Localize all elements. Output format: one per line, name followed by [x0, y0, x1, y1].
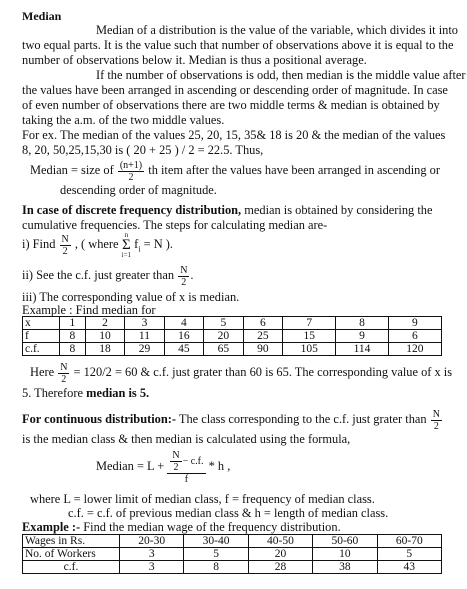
inner-fraction-n-over-2 [170, 450, 181, 473]
fraction-n-plus-1-over-2 [118, 160, 144, 183]
step1-f: f [134, 237, 139, 251]
formula-line2: descending order of magnitude. [60, 183, 217, 197]
table-cell: 15 [283, 330, 336, 343]
example-line: 8, 20, 50,25,15,30 is ( 20 + 25 ) / 2 = 22.5. Thus, [22, 143, 264, 157]
where-line-2: c.f. = c.f. of previous median class & h = length of median class. [68, 506, 389, 520]
table-cell: 65 [204, 343, 243, 356]
table-cell: 18 [85, 343, 124, 356]
table-cell: 28 [248, 561, 312, 574]
fraction-numerator: N [432, 408, 440, 420]
table-cell: 6 [243, 317, 282, 330]
continuous-intro-bold: For continuous distribution:- [22, 412, 176, 426]
example-line: For ex. The median of the values 25, 20, 15, 35& 18 is 20 & the median of the values [22, 128, 446, 142]
conclusion-bold: median is 5. [86, 386, 150, 400]
table-cell: No. of Workers [23, 548, 120, 561]
fraction-numerator: N [60, 361, 68, 373]
table-cell: 9 [388, 317, 441, 330]
fraction-n-over-2 [58, 362, 69, 385]
table-cell: 43 [377, 561, 441, 574]
table-cell: 7 [283, 317, 336, 330]
table-cell: 45 [164, 343, 203, 356]
paragraph-line: If the number of observations is odd, then median is the middle value after [96, 68, 466, 82]
step-2 [22, 262, 194, 288]
table-cell: 3 [125, 317, 164, 330]
table-cell: x [23, 317, 60, 330]
fraction-numerator: (n+1) [119, 159, 143, 171]
table-cell: 50-60 [313, 535, 377, 548]
where-line-1: where L = lower limit of median class, f = frequency of median class. [30, 492, 375, 506]
step2-prefix: ii) See the c.f. just greater than [22, 268, 175, 282]
conclusion-plain: 5. Therefore [22, 386, 84, 400]
sigma-lower: i=1 [121, 250, 132, 259]
here-rest: = 120/2 = 60 & c.f. just grater than 60 is 65. The corresponding value of x is [73, 365, 453, 379]
table-cell: c.f. [23, 561, 120, 574]
formula-suffix: th item after the values have been arranged in ascending or [148, 163, 440, 177]
fraction-denominator: 2 [62, 245, 68, 257]
paragraph-line: number of observations below it. Median is thus a positional average. [22, 53, 367, 67]
table-cell: 40-50 [248, 535, 312, 548]
table-cell: 8 [60, 330, 86, 343]
continuous-intro [22, 406, 443, 432]
sigma-upper: n [124, 230, 129, 239]
paragraph-line: taking the a.m. of the two middle values. [22, 113, 225, 127]
table-row [23, 535, 442, 548]
compound-denominator: f [184, 473, 189, 485]
table-cell: 10 [85, 330, 124, 343]
paragraph-line: Median of a distribution is the value of the variable, which divides it into [96, 23, 459, 37]
median-label: Median = L + [96, 459, 165, 473]
fraction-denominator: 2 [128, 171, 134, 183]
paragraph-line: two equal parts. It is the value such that number of observations above it is equal to the [22, 38, 454, 52]
table-cell: 20 [204, 330, 243, 343]
step2-tail: . [190, 268, 194, 282]
paragraph-line: of even number of observations there are two middle terms & median is obtained by [22, 98, 440, 112]
discrete-frequency-table [22, 316, 442, 356]
example2-rest: Find the median wage of the frequency distribution. [83, 520, 341, 534]
step-1 [22, 231, 173, 262]
table-cell: 4 [164, 317, 203, 330]
table-cell: 8 [60, 343, 86, 356]
table-cell: 10 [313, 548, 377, 561]
example2-label [22, 520, 341, 534]
fraction-denominator: 2 [61, 373, 67, 385]
table-cell: 2 [85, 317, 124, 330]
table-cell: 30-40 [184, 535, 248, 548]
table-cell: 6 [388, 330, 441, 343]
sigma-glyph: Σ [121, 236, 131, 253]
table-cell: 3 [120, 548, 184, 561]
table-cell: 38 [313, 561, 377, 574]
table-cell: 5 [204, 317, 243, 330]
fraction-denominator: 2 [433, 420, 439, 432]
paragraph-line: the values have been arranged in ascending or descending order of magnitude. In case [22, 83, 448, 97]
here-conclusion [22, 386, 149, 400]
fraction-denominator: 2 [173, 461, 179, 473]
example-label: Example : Find median for [22, 303, 156, 317]
step1-tail: = N ). [143, 237, 174, 251]
table-row [23, 330, 442, 343]
table-row [23, 317, 442, 330]
table-cell: 9 [336, 330, 388, 343]
formula-tail: * h , [208, 459, 231, 473]
fraction-denominator: 2 [181, 276, 187, 288]
formula-prefix: Median = size of [30, 163, 114, 177]
here-prefix: Here [30, 365, 55, 379]
table-cell: 29 [125, 343, 164, 356]
table-cell: 11 [125, 330, 164, 343]
fraction-numerator: N [180, 264, 188, 276]
table-cell: c.f. [23, 343, 60, 356]
median-formula-odd [30, 158, 440, 183]
discrete-intro-rest: median is obtained by considering the [244, 203, 433, 217]
continuous-line2: is the median class & then median is calculated using the formula, [22, 432, 351, 446]
table-cell: 105 [283, 343, 336, 356]
example2-bold: Example :- [22, 520, 81, 534]
table-cell: 90 [243, 343, 282, 356]
table-cell: f [23, 330, 60, 343]
step1-mid: , ( where [74, 237, 119, 251]
table-cell: Wages in Rs. [23, 535, 120, 548]
median-formula-continuous [96, 446, 230, 486]
compound-fraction [167, 450, 205, 485]
fraction-n-over-2 [431, 409, 442, 432]
section-heading: Median [22, 9, 62, 23]
compound-numerator [167, 450, 205, 474]
table-row [23, 548, 442, 561]
table-cell: 120 [388, 343, 441, 356]
fraction-n-over-2 [178, 265, 189, 288]
table-cell: 8 [336, 317, 388, 330]
step1-prefix: i) Find [22, 237, 56, 251]
table-cell: 3 [120, 561, 184, 574]
table-cell: 1 [60, 317, 86, 330]
table-cell: 25 [243, 330, 282, 343]
wages-table [22, 534, 442, 574]
discrete-intro-line2: cumulative frequencies. The steps for calculating median are- [22, 218, 328, 232]
table-cell: 60-70 [377, 535, 441, 548]
summation-symbol [122, 232, 131, 259]
fraction-n-over-2 [60, 234, 71, 257]
step-3: iii) The corresponding value of x is median. [22, 290, 240, 304]
table-cell: 8 [184, 561, 248, 574]
table-cell: 20-30 [120, 535, 184, 548]
table-cell: 16 [164, 330, 203, 343]
discrete-intro [22, 203, 432, 217]
discrete-intro-bold: In case of discrete frequency distribution, [22, 203, 242, 217]
here-calculation [30, 359, 452, 385]
table-row [23, 343, 442, 356]
table-cell: 5 [184, 548, 248, 561]
table-cell: 5 [377, 548, 441, 561]
step1-subscript: i [138, 244, 141, 254]
inner-rest: − c.f. [182, 455, 204, 467]
table-row [23, 561, 442, 574]
table-cell: 20 [248, 548, 312, 561]
fraction-numerator: N [172, 449, 180, 461]
table-cell: 114 [336, 343, 388, 356]
fraction-numerator: N [61, 233, 69, 245]
continuous-intro-rest: The class corresponding to the c.f. just grater than [178, 412, 427, 426]
